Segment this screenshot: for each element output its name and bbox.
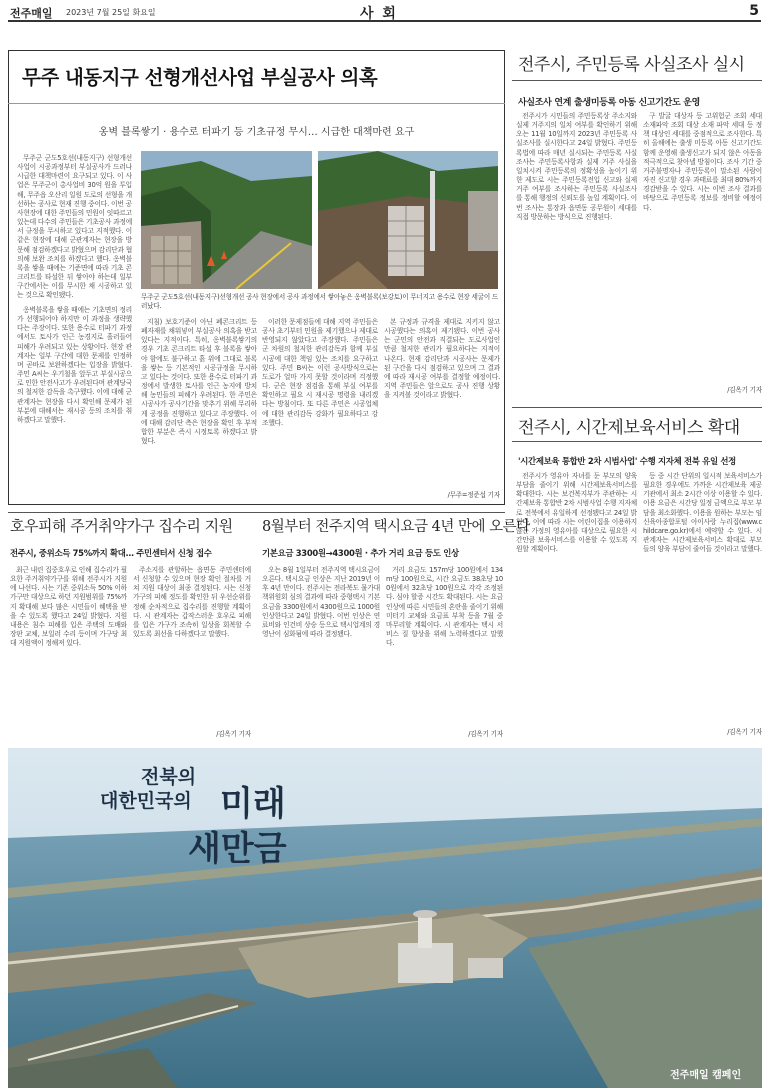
publication-name: 전주매일 (10, 7, 53, 20)
issue-date: 2023년 7월 25일 화요일 (66, 8, 156, 17)
story4-body-col2: 주소지를 관할하는 읍면동 주민센터에서 신청할 수 있으며 현장 확인 절차를 거쳐 지원 대상이 최종 결정된다. 시는 신청 가구의 피해 정도를 확인한 뒤 우선순위를 정해 순차적으로 집수리를 진행할 계획이다. 시 관계자는 갑작스러운 호우로 피해를 입은 가구가 조속히 일상을 회복할 수 있도록 최선을 다하겠다고 말했다. (133, 566, 251, 639)
story4-subheadline: 전주시, 중위소득 75%까지 확대… 주민센터서 신청 접수 (10, 548, 212, 558)
page-number: 5 (749, 3, 759, 19)
ad-brand: 전주매일 캠페인 (670, 1070, 742, 1081)
story5-byline: /김옥기 기자 (468, 730, 503, 738)
lead-photo-right (318, 151, 498, 289)
story5-body-col1: 오는 8월 1일부터 전주지역 택시요금이 오른다. 택시요금 인상은 지난 2019년 이후 4년 만이다. 전주시는 전라북도 물가대책위원회 심의 결과에 따라 중형택시 기본요금을 3300원에서 4300원으로 1000원 인상한다고 24일 밝혔다. 이번 인상은 연료비와 인건비 상승 등으로 택시업계의 경영난이 심화됨에 따라 결정됐다. (262, 566, 380, 639)
lead-body-col3: 지침) 보호기준이 아닌 폐콘크리트 등 폐자재를 채워넣어 부실공사 의혹을 받고 있다는 지적이다. 특히, 옹벽블록쌓기의 경우 기초 콘크리트 타설 후 블록을 쌓아야 함에도 불구하고 흙 위에 그대로 블록을 쌓는 등 기본적인 시공규정을 무시하고 있다는 것이다. 또한 용수로 터파기 과정에서 발생한 토사를 인근 농지에 방치해 농민들의 피해가 우려된다. 한 주민은 시공사가 공사기간을 맞추기 위해 무리하게 공정을 진행하고 있다고 주장했다. 이에 대해 감리단 측은 현장을 확인 후 부적합한 부분은 즉시 시정토록 하겠다고 밝혔다. (141, 318, 257, 446)
lead-divider (8, 103, 505, 104)
story5-body-col2: 거리 요금도 157m당 100원에서 134m당 100원으로, 시간 요금도 38초당 100원에서 32초당 100원으로 각각 조정된다. 심야 할증 시간도 확대된다. 시는 요금 인상에 따른 시민들의 혼란을 줄이기 위해 미터기 교체와 요금표 부착 등을 7월 중 마무리할 계획이다. 시 관계자는 택시 서비스 질 향상을 위해 노력하겠다고 말했다. (386, 566, 503, 648)
story3-divider (512, 441, 762, 442)
story2-body-col2: 구 발굴 대상자 등 고위험군 조회 세대 소재파악 조회 대상 소재 파악 세대 등 정책 대상인 세대를 중점적으로 조사한다. 특히 올해에는 출생 미등록 아동 신고기간도 함께 운영해 출생신고가 되지 않은 아동을 적극적으로 찾아낼 방침이다. 조사 기간 중 거주불명자나 주민등록이 말소된 사람이 자진 신고할 경우 과태료를 최대 80%까지 경감받을 수 있다. 시는 이번 조사 결과를 바탕으로 주민등록 정보를 정비할 예정이다. (643, 112, 762, 212)
story4-byline: /김옥기 기자 (216, 730, 251, 738)
story2-body-col1: 전주시가 시민들의 주민등록상 주소지와 실제 거주지의 일치 여부를 확인하기 위해 오는 11월 10일까지 2023년 주민등록 사실조사를 실시한다고 24일 밝혔다. 주민등록법에 따라 매년 실시되는 주민등록 사실조사는 주민등록사항과 실제 거주 사실을 일치시켜 주민등록의 정확성을 높이기 위한 제도로 시는 주민등록전입 신고와 실제 거주 여부를 조사하는 주민등록 사실조사를 통해 행정의 신뢰도를 높일 계획이다. 이번 조사는 통장과 읍면동 공무원이 세대를 직접 방문하는 방식으로 진행된다. (516, 112, 637, 221)
section-name: 사 회 (360, 6, 398, 22)
lead-photo-caption: 무주군 군도5호선(내동지구)선형개선 공사 현장에서 공사 과정에서 쌓아놓은 옹벽블록(보강토)이 무너지고 용수로 현장 세굴이 드러났다. (141, 293, 499, 310)
story2-byline: /김옥기 기자 (727, 386, 762, 394)
story2-subheadline: 사실조사 연계 출생미등록 아동 신고기간도 운영 (518, 98, 701, 108)
story3-top-divider (512, 407, 762, 408)
ad-line-future: 미래 (220, 784, 286, 824)
story5-subheadline: 기본요금 3300원→4300원 · 추가 거리 요금 등도 인상 (262, 548, 459, 558)
lead-body-col1: 무주군 군도5호선(내동지구) 선형개선사업이 시공과정부터 부실공사가 드러나 시급한 대책마련이 요구되고 있다. 이 사업은 무주군이 총사업비 30억 원을 투입해, 무주읍 오산리 일원 도로의 선형을 개선하는 공사로 현재 진행 중이다. 이번 공사현장에 대한 주민들의 민원이 잇따르고 있는데 다수의 주민들은 기초공사 과정에서 규정을 무시하고 있다고 지적했다. 이 같은 현장에 대해 군관계자는 현장을 방문해 점검하겠다고 밝혔으며 감리단과 협의해 보완 조치를 하겠다고 했다. 옹벽블록을 쌓을 때에는 기준면에 따라 기초 콘크리트를 타설한 뒤 쌓아야 하는데 일부 구간에서는 이를 무시한 채 시공하고 있는 것으로 확인됐다. (17, 154, 132, 300)
story4-headline: 호우피해 주거취약가구 집수리 지원 (10, 517, 233, 535)
story3-body-col2: 등 중 시간 단위의 일시적 보육서비스가 필요한 경우에도 가까운 시간제보육 제공기관에서 최소 2시간 이상 이용할 수 있다. 이용 요금은 시간당 일정 금액으로 부모 부담을 최소화했다. 이용을 원하는 부모는 임신육아종합포털 아이사랑 누리집(www.childcare.go.kr)에서 예약할 수 있다. 시 관계자는 시간제보육서비스 확대로 부모들의 양육 부담이 줄어들 것이라고 말했다. (643, 472, 762, 554)
story3-body-col1: 전주시가 영유아 자녀를 둔 부모의 양육 부담을 줄이기 위해 시간제보육서비스를 확대한다. 시는 보건복지부가 주관하는 시간제보육 통합반 2차 시범사업 수행 지자체로 전북에서 유일하게 선정됐다고 24일 밝혔다. 이에 따라 시는 어린이집을 이용하지 않는 가정의 영유아를 대상으로 필요한 시간만큼 보육서비스를 이용할 수 있도록 지원할 계획이다. (516, 472, 637, 554)
lead-body-col4: 이러한 문제점들에 대해 지역 주민들은 공사 초기부터 민원을 제기했으나 제대로 반영되지 않았다고 주장했다. 주민들은 군 차원의 철저한 관리감독과 함께 부실시공에 대한 책임 있는 조치를 요구하고 있다. 주민 B씨는 이런 공사방식으로는 도로가 얼마 가지 못할 것이라며 걱정했다. 군은 현장 점검을 통해 부실 여부를 확인하고 필요 시 재시공 명령을 내리겠다는 방침이다. 또 다른 주민은 시공업체에 대한 관리감독 강화가 필요하다고 강조했다. (262, 318, 378, 427)
story3-byline: /김옥기 기자 (727, 728, 762, 736)
page-header (8, 2, 761, 22)
story2-headline: 전주시, 주민등록 사실조사 실시 (518, 55, 745, 75)
lead-photo-left (141, 151, 312, 289)
story4-body-col1: 최근 내린 집중호우로 인해 집수리가 필요한 주거취약가구를 위해 전주시가 지원에 나선다. 시는 기존 중위소득 50% 이하 가구만 대상으로 하던 지원범위를 75%까지 확대해 보다 많은 시민들이 혜택을 받을 수 있도록 했다고 24일 밝혔다. 지원 내용은 침수 피해를 입은 주택의 도배와 장판 교체, 보일러 수리 등이며 가구당 최대 지원액이 정해져 있다. (10, 566, 127, 648)
story3-headline: 전주시, 시간제보육서비스 확대 (518, 418, 740, 438)
lead-subheadline: 옹벽 블록쌓기 · 용수로 터파기 등 기초규정 무시… 시급한 대책마련 요구 (98, 127, 415, 138)
story5-headline: 8월부터 전주지역 택시요금 4년 만에 오른다 (262, 519, 530, 535)
lead-headline: 무주 내동지구 선형개선사업 부실공사 의혹 (22, 66, 378, 89)
ad-line-saemangeum: 새만금 (188, 829, 287, 869)
ad-line-korea: 대한민국의 (100, 790, 192, 812)
lead-body-col5: 본 규정과 규격을 제대로 지키지 않고 시공했다는 의혹이 제기됐다. 이번 공사는 군민의 안전과 직결되는 도로사업인 만큼 철저한 관리가 필요하다는 지적이 나온다. 현재 감리단과 시공사는 문제가 된 구간을 다시 점검하고 있으며 그 결과에 따라 재시공 여부를 결정할 예정이다. 지역 주민들은 앞으로도 공사 진행 상황을 지켜볼 것이라고 밝혔다. (384, 318, 500, 400)
ad-line-jeonbuk: 전북의 (141, 766, 197, 788)
saemangeum-ad (8, 748, 762, 1088)
bottom-row-divider (8, 512, 505, 513)
story2-divider (512, 80, 762, 81)
story3-subheadline: '시간제보육 통합반 2차 시범사업' 수행 지자체 전북 유일 선정 (518, 456, 736, 466)
lead-byline: /무주=정준섭 기자 (447, 491, 500, 499)
lead-body-col2: 옹벽블록을 쌓을 때에는 기초면의 정리가 선행되어야 하지만 이 과정을 생략했다는 주장이다. 또한 용수로 터파기 과정에서도 토사가 인근 농경지로 흘러들어 피해가 우려되고 있는 상황이다. 현장 관계자는 일부 구간에 대한 문제를 인정하며 곧바로 보완하겠다는 입장을 밝혔다. 주민 A씨는 우기철을 앞두고 부실시공으로 인한 안전사고가 우려된다며 관계당국의 철저한 감독을 촉구했다. 이에 대해 군 관계자는 현장을 다시 확인해 문제가 된 부분에 대해서는 재시공 등의 조치를 취하겠다고 말했다. (17, 306, 132, 424)
